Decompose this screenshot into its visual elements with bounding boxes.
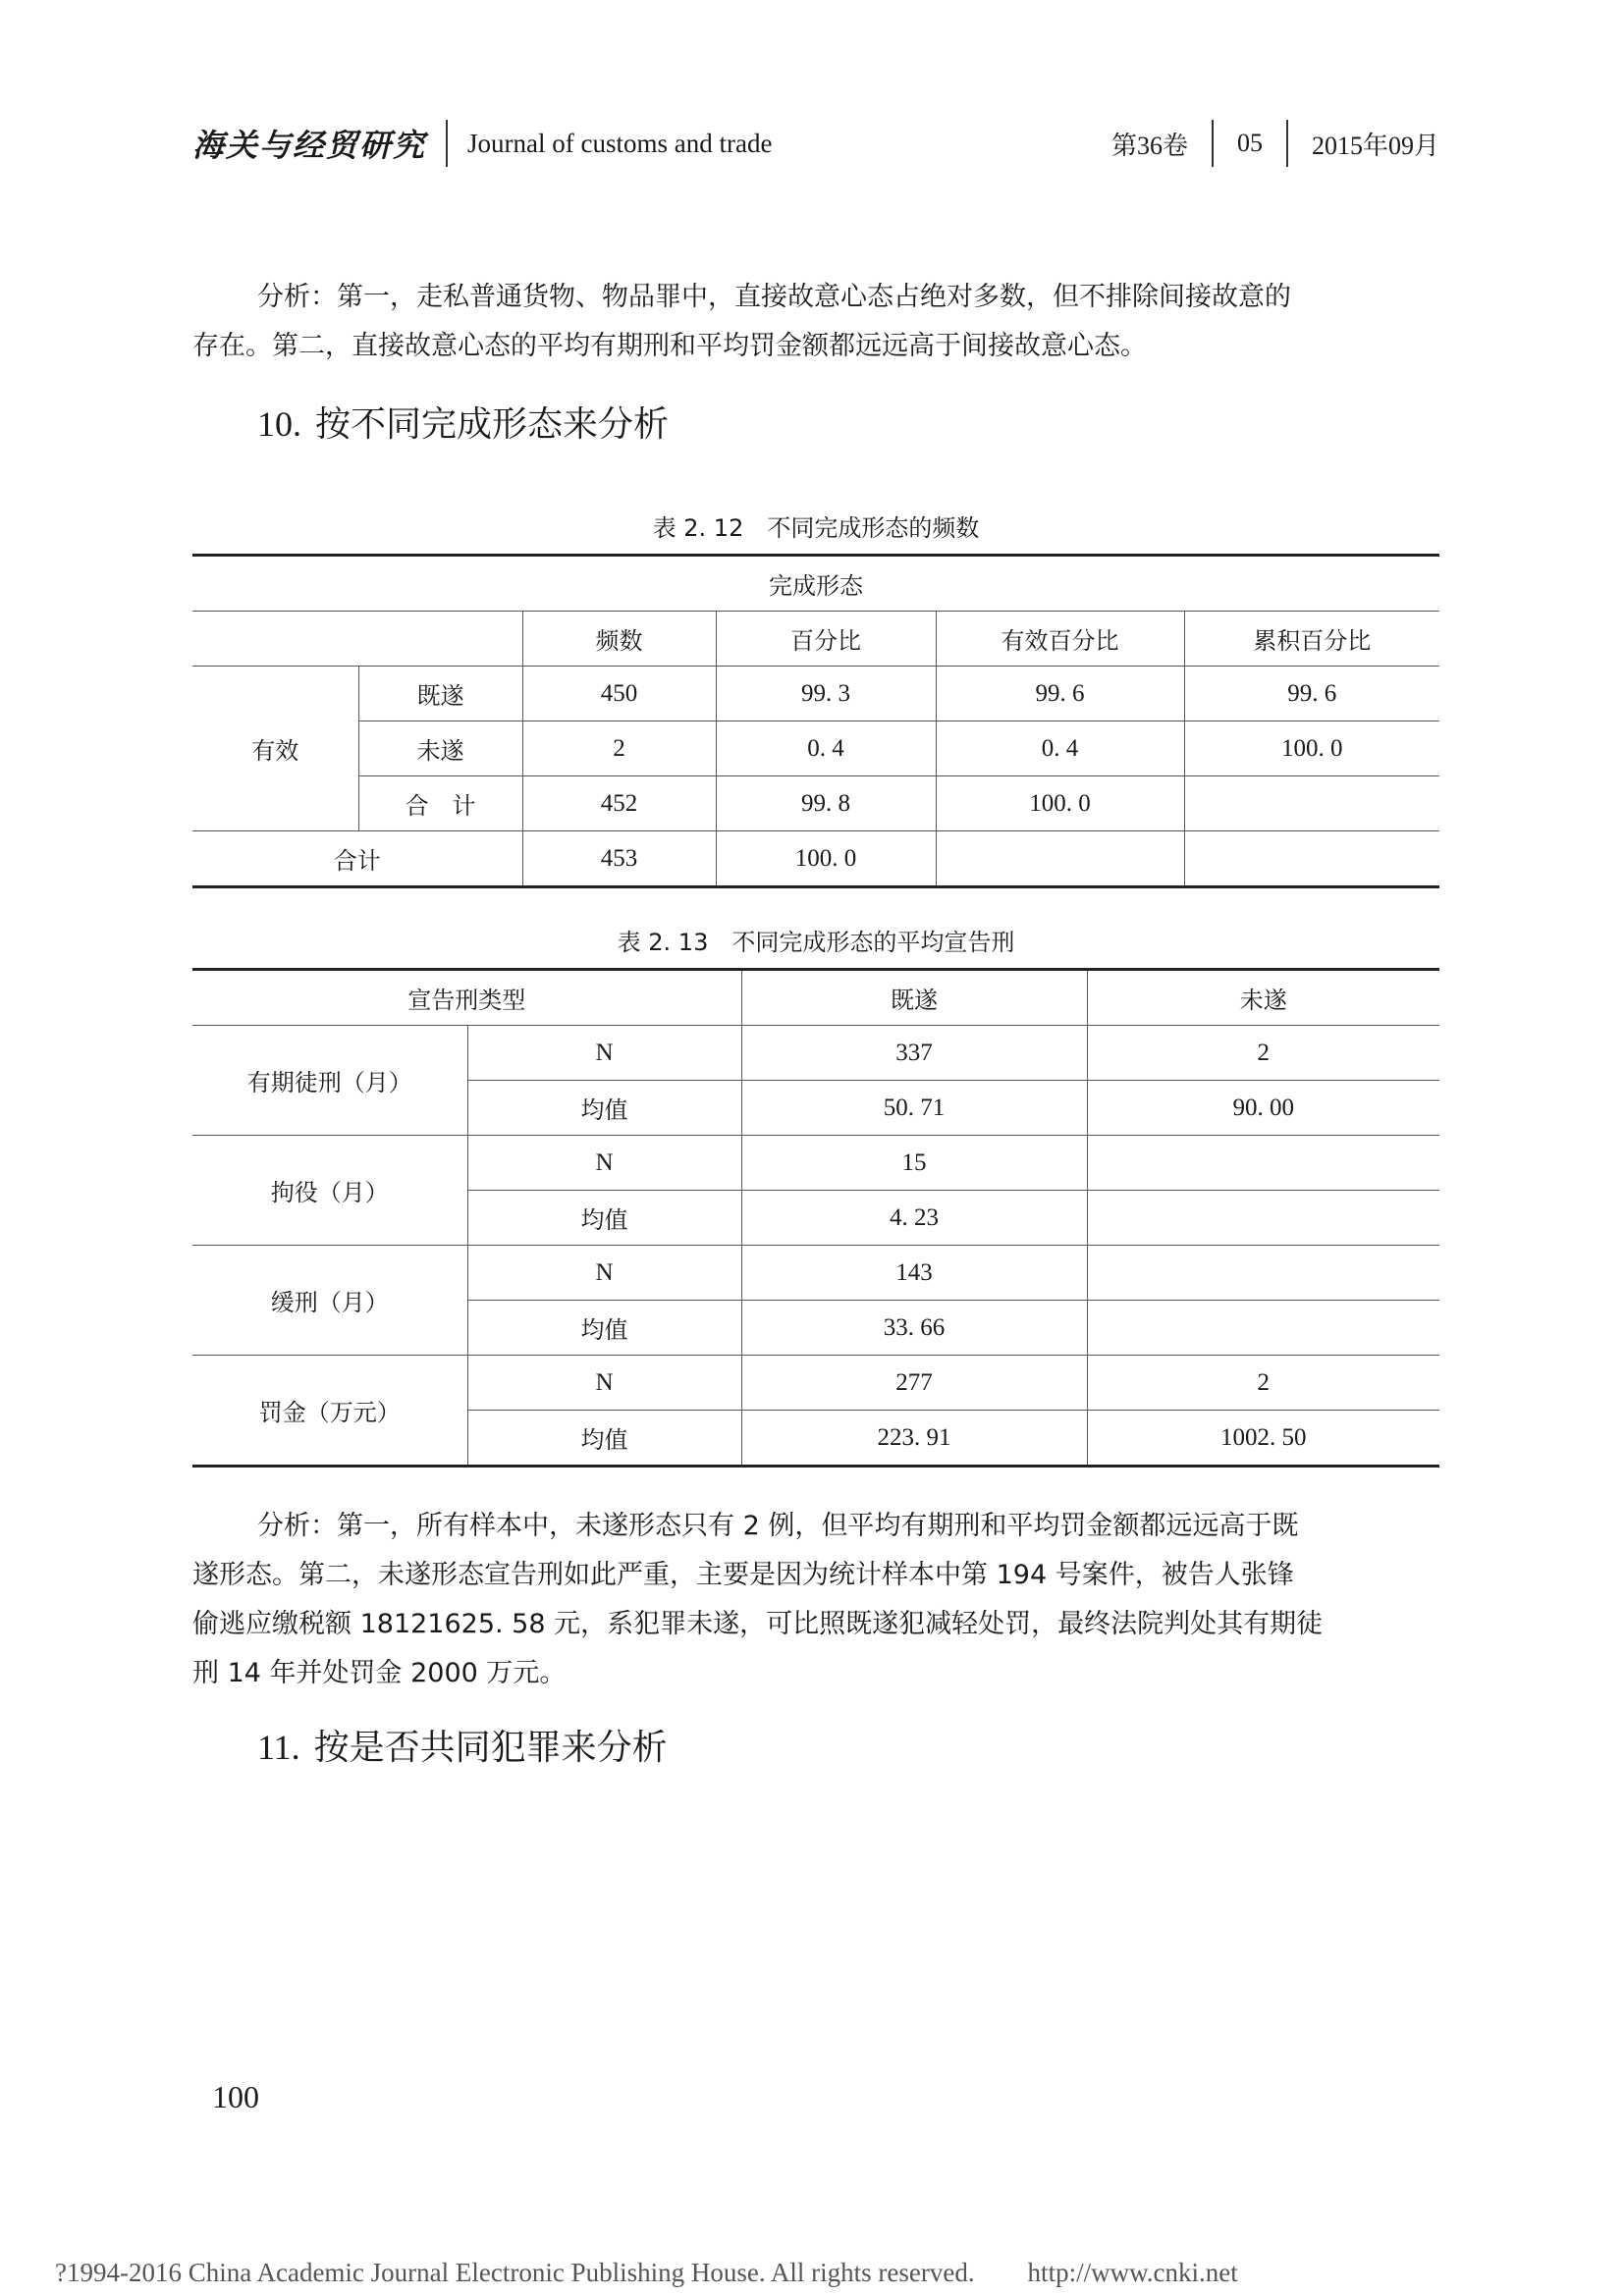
table-cell	[1087, 1191, 1439, 1246]
table-cell: 450	[522, 667, 716, 721]
page-number: 100	[212, 2079, 259, 2114]
section-title: 按不同完成形态来分析	[315, 404, 670, 445]
frequency-table	[192, 554, 1439, 888]
table-cell	[1087, 1136, 1439, 1191]
column-header: 累积百分比	[1184, 612, 1439, 667]
section-heading-10	[257, 397, 669, 447]
table-cell: 0. 4	[716, 721, 936, 776]
table-cell: 100. 0	[716, 831, 936, 887]
paragraph-line: 分析：第一，走私普通货物、物品罪中，直接故意心态占绝对多数，但不排除间接故意的	[257, 282, 1291, 312]
table-cell: 99. 6	[1184, 667, 1439, 721]
table-cell: 99. 8	[716, 776, 936, 831]
table-cell: 452	[522, 776, 716, 831]
table-cell: 2	[522, 721, 716, 776]
stat-label: N	[467, 1026, 741, 1081]
table-cell: 2	[1087, 1026, 1439, 1081]
stat-label: 均值	[467, 1081, 741, 1136]
stat-label: 均值	[467, 1301, 741, 1356]
paragraph-line: 存在。第二，直接故意心态的平均有期刑和平均罚金额都远远高于间接故意心态。	[192, 331, 1147, 361]
issue-date: 2015年09月	[1311, 131, 1439, 160]
column-header: 未遂	[1087, 970, 1439, 1026]
table-cell: 100. 0	[936, 776, 1184, 831]
table-cell: 1002. 50	[1087, 1411, 1439, 1467]
table-row	[192, 721, 1439, 776]
analysis-paragraph-1	[192, 273, 1439, 371]
table-header-row	[192, 970, 1439, 1026]
row-group-label: 有效	[192, 667, 358, 831]
analysis-paragraph-2	[192, 1502, 1439, 1698]
row-group-label: 罚金（万元）	[192, 1356, 467, 1467]
table-total-row	[192, 831, 1439, 887]
stat-label: N	[467, 1246, 741, 1301]
table-cell: 99. 6	[936, 667, 1184, 721]
table-cell: 453	[522, 831, 716, 887]
table-corner-cell	[192, 612, 522, 667]
header-divider	[1286, 120, 1288, 167]
table-row	[192, 667, 1439, 721]
row-group-label: 拘役（月）	[192, 1136, 467, 1246]
issue-info	[1111, 120, 1439, 167]
section-number: 11.	[257, 1728, 300, 1767]
header-divider	[1212, 120, 1214, 167]
table-cell: 143	[741, 1246, 1087, 1301]
paragraph-line: 刑 14 年并处罚金 2000 万元。	[192, 1658, 567, 1688]
table-cell: 223. 91	[741, 1411, 1087, 1467]
table-cell: 4. 23	[741, 1191, 1087, 1246]
copyright-footer: ?1994-2016 China Academic Journal Electronic Publishing House. All rights reserved. http://www.cnki.net	[55, 2258, 1238, 2287]
table-cell	[1184, 776, 1439, 831]
sentence-table	[192, 968, 1439, 1468]
paragraph-line: 遂形态。第二，未遂形态宣告刑如此严重，主要是因为统计样本中第 194 号案件，被告人张锋	[192, 1560, 1294, 1590]
stat-label: 均值	[467, 1411, 741, 1467]
stat-label: N	[467, 1136, 741, 1191]
column-header: 有效百分比	[936, 612, 1184, 667]
row-label: 合计	[192, 831, 522, 887]
stat-label: 均值	[467, 1191, 741, 1246]
table-cell: 50. 71	[741, 1081, 1087, 1136]
table-row	[192, 1356, 1439, 1411]
table-cell: 0. 4	[936, 721, 1184, 776]
table-header-row	[192, 612, 1439, 667]
table-group-header: 完成形态	[192, 556, 1439, 612]
table-row	[192, 776, 1439, 831]
section-title: 按是否共同犯罪来分析	[313, 1728, 668, 1768]
table-cell: 2	[1087, 1356, 1439, 1411]
table-row	[192, 556, 1439, 612]
table-cell: 90. 00	[1087, 1081, 1439, 1136]
section-heading-11	[257, 1720, 668, 1770]
column-header: 宣告刑类型	[192, 970, 741, 1026]
table-cell	[1087, 1246, 1439, 1301]
table-cell: 33. 66	[741, 1301, 1087, 1356]
table-cell	[1184, 831, 1439, 887]
row-label: 合 计	[358, 776, 522, 831]
column-header: 既遂	[741, 970, 1087, 1026]
table-cell: 15	[741, 1136, 1087, 1191]
journal-name-cn: 海关与经贸研究	[192, 127, 427, 164]
journal-name-en: Journal of customs and trade	[467, 128, 773, 158]
paragraph-line: 分析：第一，所有样本中，未遂形态只有 2 例，但平均有期刑和平均罚金额都远远高于既	[257, 1511, 1299, 1541]
table-caption-2-13: 表 2. 13 不同完成形态的平均宣告刑	[617, 929, 1015, 956]
row-group-label: 缓刑（月）	[192, 1246, 467, 1356]
table-caption-2-12: 表 2. 12 不同完成形态的频数	[652, 514, 980, 542]
paragraph-line: 偷逃应缴税额 18121625. 58 元，系犯罪未遂，可比照既遂犯减轻处罚，最终法院判处其有期徒	[192, 1609, 1324, 1639]
column-header: 百分比	[716, 612, 936, 667]
section-number: 10.	[257, 404, 301, 444]
row-label: 未遂	[358, 721, 522, 776]
volume: 第36卷	[1110, 131, 1188, 160]
table-cell: 337	[741, 1026, 1087, 1081]
table-row	[192, 1246, 1439, 1301]
row-group-label: 有期徒刑（月）	[192, 1026, 467, 1136]
table-cell	[936, 831, 1184, 887]
table-cell: 99. 3	[716, 667, 936, 721]
running-header	[192, 116, 1439, 171]
column-header: 频数	[522, 612, 716, 667]
issue: 05	[1236, 129, 1263, 157]
row-label: 既遂	[358, 667, 522, 721]
stat-label: N	[467, 1356, 741, 1411]
table-row	[192, 1026, 1439, 1081]
table-cell	[1087, 1301, 1439, 1356]
table-cell: 100. 0	[1184, 721, 1439, 776]
header-divider	[446, 120, 448, 167]
table-row	[192, 1136, 1439, 1191]
table-cell: 277	[741, 1356, 1087, 1411]
